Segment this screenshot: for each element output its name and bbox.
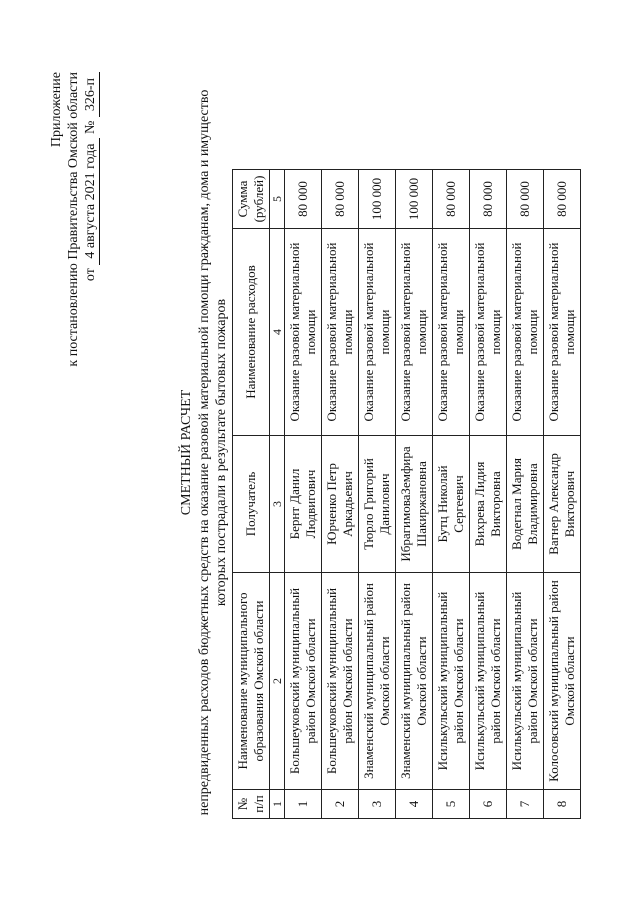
- cell-expense-name: Оказание разовой материальной помощи: [322, 229, 359, 436]
- appendix-date-prefix: от: [83, 268, 98, 282]
- header-recipient: Получатель: [233, 436, 270, 573]
- cell-expense-name: Оказание разовой материальной помощи: [359, 229, 396, 436]
- table-row: [359, 170, 396, 819]
- cell-sum: 80 000: [470, 170, 507, 229]
- header-municipality: Наименование муниципального образования Омской области: [233, 573, 270, 790]
- cell-number: 2: [322, 790, 359, 819]
- cell-sum: 80 000: [433, 170, 470, 229]
- header-number: № п/п: [233, 790, 270, 819]
- cell-municipality: Колосовский муниципальный район Омской области: [544, 573, 581, 790]
- table-row: [544, 170, 581, 819]
- cell-number: 8: [544, 790, 581, 819]
- document-subtitle-line-1: непредвиденных расходов бюджетных средств на оказание разовой материальной помощи гражданам, дома и имущество: [197, 89, 212, 816]
- appendix-block: [48, 72, 100, 367]
- document-subtitle-line-2: которых пострадали в результате бытовых пожаров: [214, 298, 229, 607]
- cell-municipality: Знаменский муниципальный район Омской области: [359, 573, 396, 790]
- cell-sum: 100 000: [359, 170, 396, 229]
- table-row: [470, 170, 507, 819]
- cell-number: 5: [433, 790, 470, 819]
- cell-expense-name: Оказание разовой материальной помощи: [285, 229, 322, 436]
- cell-sum: 80 000: [507, 170, 544, 229]
- column-index: 1: [270, 790, 285, 819]
- table-row: [507, 170, 544, 819]
- cell-number: 1: [285, 790, 322, 819]
- appendix-resolution-line: к постановлению Правительства Омской области: [66, 72, 81, 367]
- cell-expense-name: Оказание разовой материальной помощи: [507, 229, 544, 436]
- cell-recipient: Тюрло Григорий Данилович: [359, 436, 396, 573]
- cell-recipient: Водегнал Мария Владимировна: [507, 436, 544, 573]
- cell-expense-name: Оказание разовой материальной помощи: [396, 229, 433, 436]
- column-index: 2: [270, 573, 285, 790]
- cell-recipient: ИбрагимоваЗемфира Шакиржановна: [396, 436, 433, 573]
- cell-recipient: Бутц Николай Сергеевич: [433, 436, 470, 573]
- cell-number: 7: [507, 790, 544, 819]
- cell-number: 6: [470, 790, 507, 819]
- table-column-index-row: [270, 170, 285, 819]
- table-row: [396, 170, 433, 819]
- column-index: 5: [270, 170, 285, 229]
- document-title: СМЕТНЫЙ РАСЧЕТ: [179, 389, 194, 516]
- cell-sum: 80 000: [322, 170, 359, 229]
- table-header-row: [233, 170, 270, 819]
- appendix-number: 326-п: [82, 72, 100, 117]
- cell-recipient: Вихрева Лидия Викторовна: [470, 436, 507, 573]
- estimate-table: [232, 169, 581, 819]
- cell-number: 4: [396, 790, 433, 819]
- header-expense-name: Наименование расходов: [233, 229, 270, 436]
- appendix-title: Приложение: [49, 72, 64, 148]
- table-row: [285, 170, 322, 819]
- cell-municipality: Исилькульский муниципальный район Омской области: [470, 573, 507, 790]
- cell-municipality: Исилькульский муниципальный район Омской области: [433, 573, 470, 790]
- cell-expense-name: Оказание разовой материальной помощи: [433, 229, 470, 436]
- cell-recipient: Вагнер Александр Викторович: [544, 436, 581, 573]
- cell-municipality: Знаменский муниципальный район Омской области: [396, 573, 433, 790]
- header-sum: Сумма (рублей): [233, 170, 270, 229]
- table-row: [322, 170, 359, 819]
- appendix-number-sign: №: [83, 120, 98, 135]
- column-index: 4: [270, 229, 285, 436]
- cell-municipality: Исилькульский муниципальный район Омской области: [507, 573, 544, 790]
- cell-municipality: Большеуковский муниципальный район Омской области: [285, 573, 322, 790]
- cell-municipality: Большеуковский муниципальный район Омской области: [322, 573, 359, 790]
- cell-sum: 80 000: [285, 170, 322, 229]
- appendix-date-line: [82, 72, 100, 367]
- cell-recipient: Юрченко Петр Аркадьевич: [322, 436, 359, 573]
- cell-expense-name: Оказание разовой материальной помощи: [470, 229, 507, 436]
- cell-sum: 100 000: [396, 170, 433, 229]
- cell-number: 3: [359, 790, 396, 819]
- cell-sum: 80 000: [544, 170, 581, 229]
- appendix-date: 4 августа 2021 года: [82, 138, 100, 265]
- cell-expense-name: Оказание разовой материальной помощи: [544, 229, 581, 436]
- cell-recipient: Бернт Данил Людвигович: [285, 436, 322, 573]
- column-index: 3: [270, 436, 285, 573]
- table-row: [433, 170, 470, 819]
